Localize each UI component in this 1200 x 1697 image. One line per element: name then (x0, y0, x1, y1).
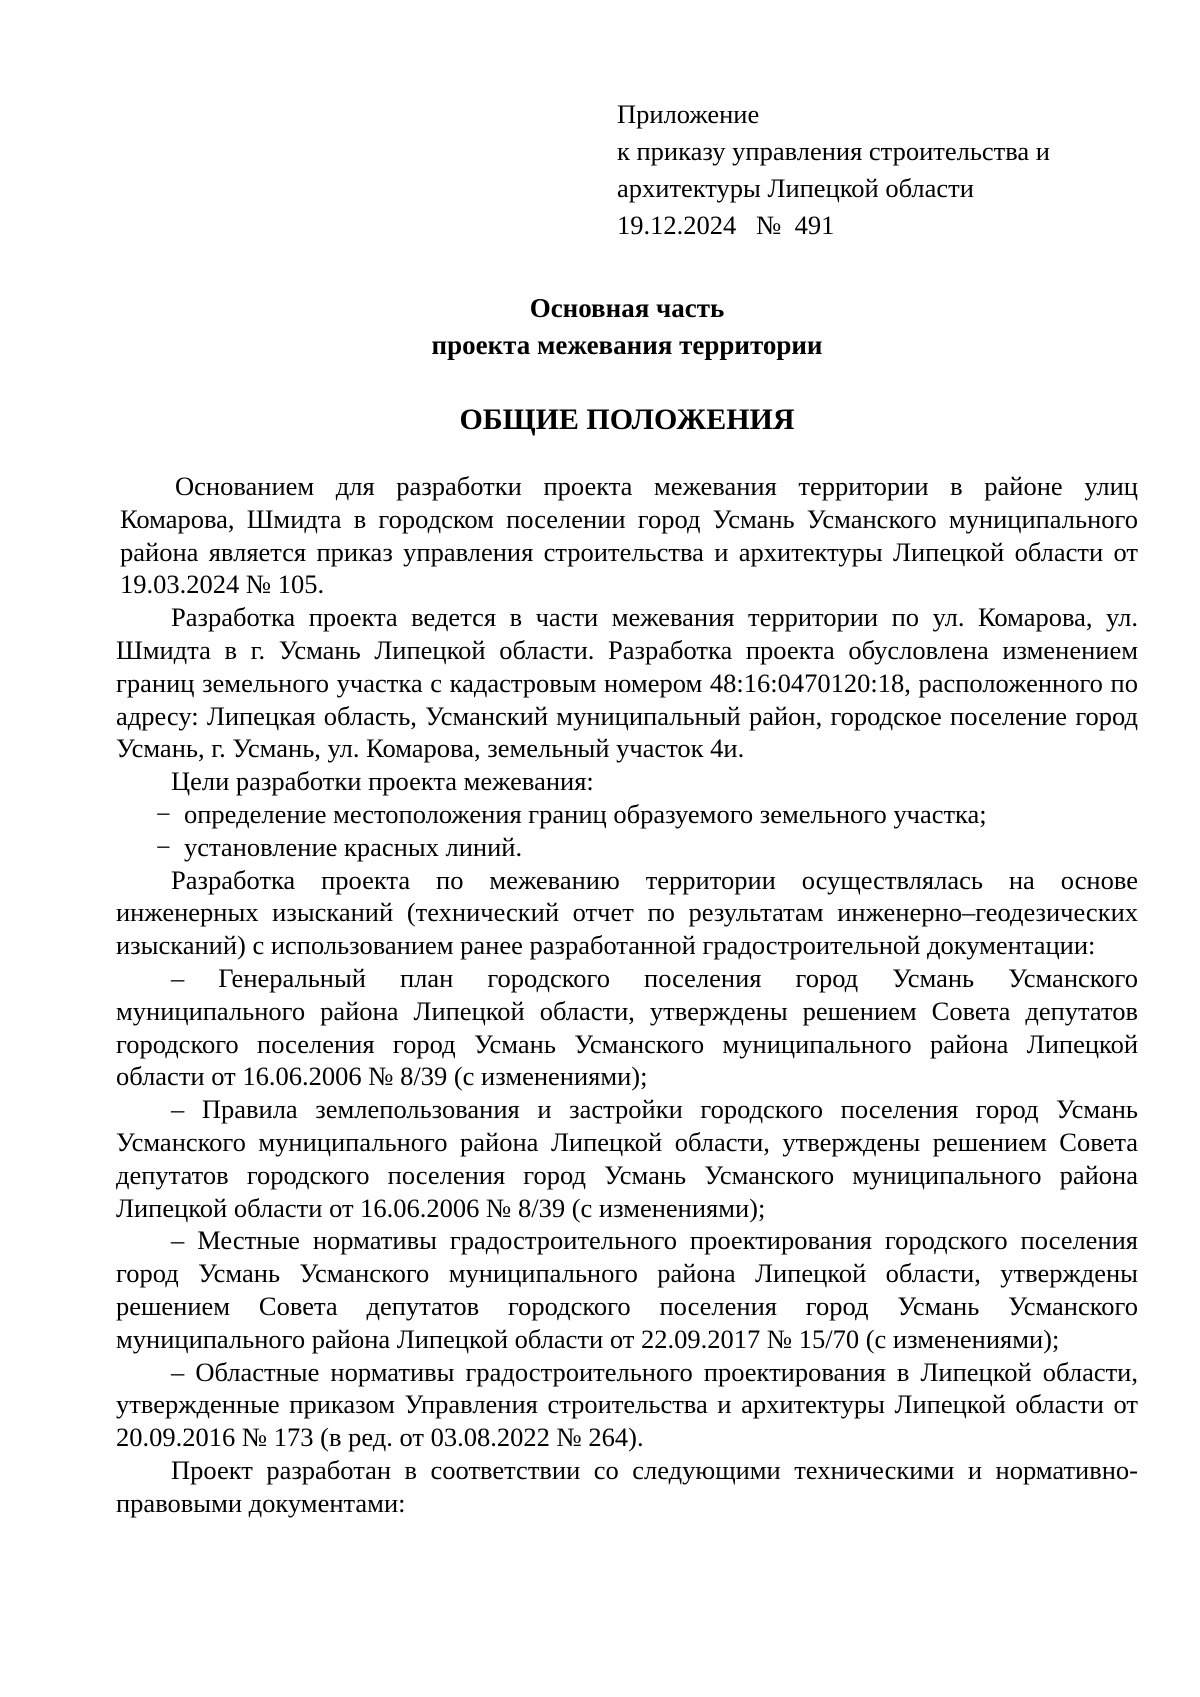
annex-line: архитектуры Липецкой области (617, 173, 974, 203)
document-title (0, 290, 1200, 364)
paragraph: Цели разработки проекта межевания: (171, 766, 594, 797)
list-item (116, 831, 1138, 864)
list-item (116, 798, 1138, 831)
annex-line: к приказу управления строительства и (617, 136, 1050, 166)
list-item-text: установление красных линий. (184, 831, 523, 862)
dash-marker: − (156, 831, 171, 862)
paragraph: Разработка проекта ведется в части межевания территории по ул. Комарова, ул. Шмидта в г. Усмань Липецкой области. Разработка проекта обусловлена изменением границ земельного участка с кадастровым номером 48:16:0470120:18, расположенного по адресу: Липецкая область, Усманский муниципальный район, городское поселение город Усмань, г. Усмань, ул. Комарова, земельный участок 4и. (116, 602, 1138, 764)
paragraph: – Областные нормативы градостроительного проектирования в Липецкой области, утвержденные приказом Управления строительства и архитектуры Липецкой области от 20.09.2016 № 173 (в ред. от 03.08.2022 № 264). (116, 1356, 1138, 1453)
paragraph: – Правила землепользования и застройки городского поселения город Усмань Усманского муниципального района Липецкой области, утверждены решением Совета депутатов городского поселения город Усмань Усманского муниципального района Липецкой области от 16.06.2006 № 8/39 (с изменениями); (116, 1094, 1138, 1223)
document-body (116, 470, 1138, 1520)
paragraph: Разработка проекта по межеванию территории осуществлялась на основе инженерных изысканий (технический отчет по результатам инженерно–геодезических изысканий) с использованием ранее разработанной градостроительной документации: (116, 864, 1138, 961)
annex-line: Приложение (617, 99, 760, 129)
title-line: проекта межевания территории (431, 330, 823, 360)
paragraph: – Местные нормативы градостроительного проектирования городского поселения город Усмань Усманского муниципального района Липецкой области, утверждены решением Совета депутатов городского поселения город Усмань Усманского муниципального района Липецкой области от 22.09.2017 № 15/70 (с изменениями); (116, 1225, 1138, 1354)
paragraph: – Генеральный план городского поселения город Усмань Усманского муниципального района Липецкой области, утверждены решением Совета депутатов городского поселения город Усмань Усманского муниципального района Липецкой области от 16.06.2006 № 8/39 (с изменениями); (116, 962, 1138, 1092)
section-heading: ОБЩИЕ ПОЛОЖЕНИЯ (459, 403, 795, 436)
annex-date-number: 19.12.2024 № 491 (617, 210, 835, 240)
list-item-text: определение местоположения границ образуемого земельного участка; (184, 798, 987, 829)
dash-marker: − (156, 798, 171, 829)
paragraph: Проект разработан в соответствии со следующими техническими и нормативно-правовыми документами: (116, 1454, 1138, 1518)
annex-block (617, 96, 1137, 244)
paragraph: Основанием для разработки проекта межевания территории в районе улиц Комарова, Шмидта в городском поселении город Усмань Усманского муниципального района является приказ управления строительства и архитектуры Липецкой области от 19.03.2024 № 105. (120, 471, 1138, 600)
title-line: Основная часть (529, 293, 725, 323)
